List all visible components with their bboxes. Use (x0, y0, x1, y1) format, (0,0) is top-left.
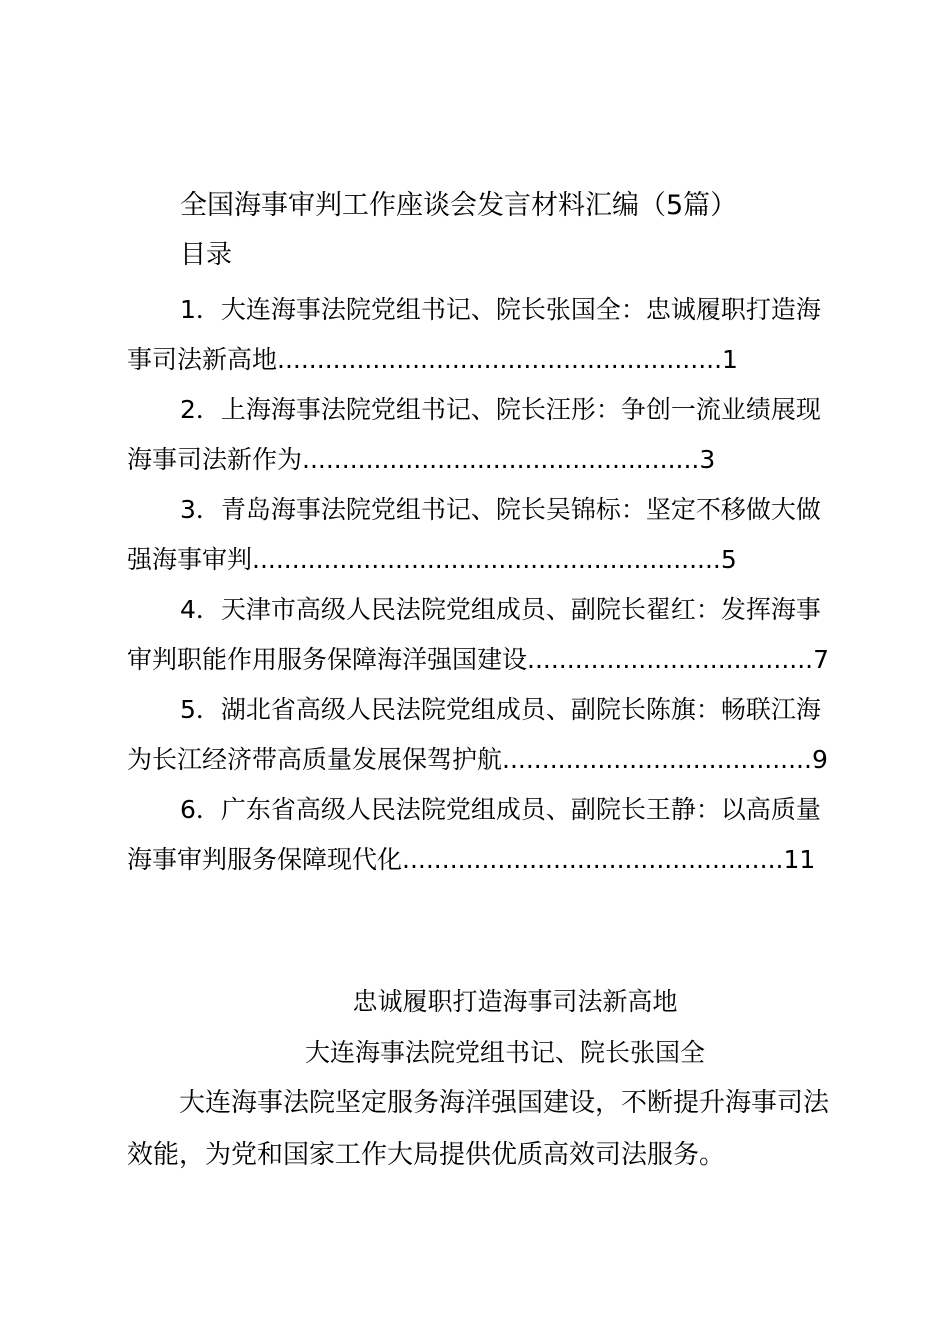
toc-entry-line2 (127, 435, 837, 485)
toc-entry-text: 事司法新高地 (127, 345, 278, 374)
toc-page-number: 7 (813, 645, 830, 674)
toc-entry-text: 为长江经济带高质量发展保驾护航 (127, 745, 503, 774)
toc-leader-dots: ........................................................... (252, 545, 721, 574)
toc-leader-dots: ....................................... (502, 745, 812, 774)
table-of-contents (127, 285, 837, 885)
document-title: 全国海事审判工作座谈会发言材料汇编（5篇） (180, 190, 738, 221)
toc-entry-line1: 3．青岛海事法院党组书记、院长吴锦标：坚定不移做大做 (180, 495, 821, 524)
toc-entry-line1: 2．上海海事法院党组书记、院长汪彤：争创一流业绩展现 (180, 395, 821, 424)
toc-entry-text: 海事审判服务保障现代化 (127, 845, 403, 874)
toc-entry[interactable] (127, 685, 837, 785)
toc-page-number: 3 (699, 445, 716, 474)
toc-entry-text: 审判职能作用服务保障海洋强国建设 (127, 645, 528, 674)
toc-entry-line2 (127, 335, 837, 385)
toc-entry[interactable] (127, 385, 837, 485)
toc-entry-line1: 4．天津市高级人民法院党组成员、副院长翟红：发挥海事 (180, 595, 821, 624)
toc-entry[interactable] (127, 285, 837, 385)
toc-entry-line2 (127, 835, 837, 885)
toc-entry[interactable] (127, 785, 837, 885)
toc-entry-line2 (127, 735, 837, 785)
toc-leader-dots: .................................................. (302, 445, 700, 474)
toc-entry[interactable] (127, 485, 837, 585)
toc-entry-text: 强海事审判 (127, 545, 253, 574)
article-author: 大连海事法院党组书记、院长张国全 (304, 1038, 705, 1067)
toc-entry-line2 (127, 635, 837, 685)
toc-page-number: 5 (720, 545, 737, 574)
article-title: 忠诚履职打造海事司法新高地 (352, 987, 678, 1016)
toc-leader-dots: ................................................ (402, 845, 784, 874)
toc-heading: 目录 (180, 240, 233, 270)
toc-entry-line1: 5．湖北省高级人民法院党组成员、副院长陈旗：畅联江海 (180, 695, 821, 724)
toc-leader-dots: ........................................................ (277, 345, 723, 374)
toc-page-number: 11 (783, 845, 816, 874)
toc-entry-text: 海事司法新作为 (127, 445, 303, 474)
toc-entry-line2 (127, 535, 837, 585)
toc-page-number: 1 (722, 345, 738, 374)
toc-entry-line1: 1．大连海事法院党组书记、院长张国全：忠诚履职打造海 (180, 295, 821, 324)
article-paragraph: 大连海事法院坚定服务海洋强国建设，不断提升海事司法效能，为党和国家工作大局提供优质高效司法服务。 (127, 1088, 830, 1170)
toc-page-number: 9 (811, 745, 828, 774)
toc-entry[interactable] (127, 585, 837, 685)
toc-leader-dots: .................................... (527, 645, 814, 674)
toc-entry-line1: 6．广东省高级人民法院党组成员、副院长王静：以高质量 (180, 795, 821, 824)
